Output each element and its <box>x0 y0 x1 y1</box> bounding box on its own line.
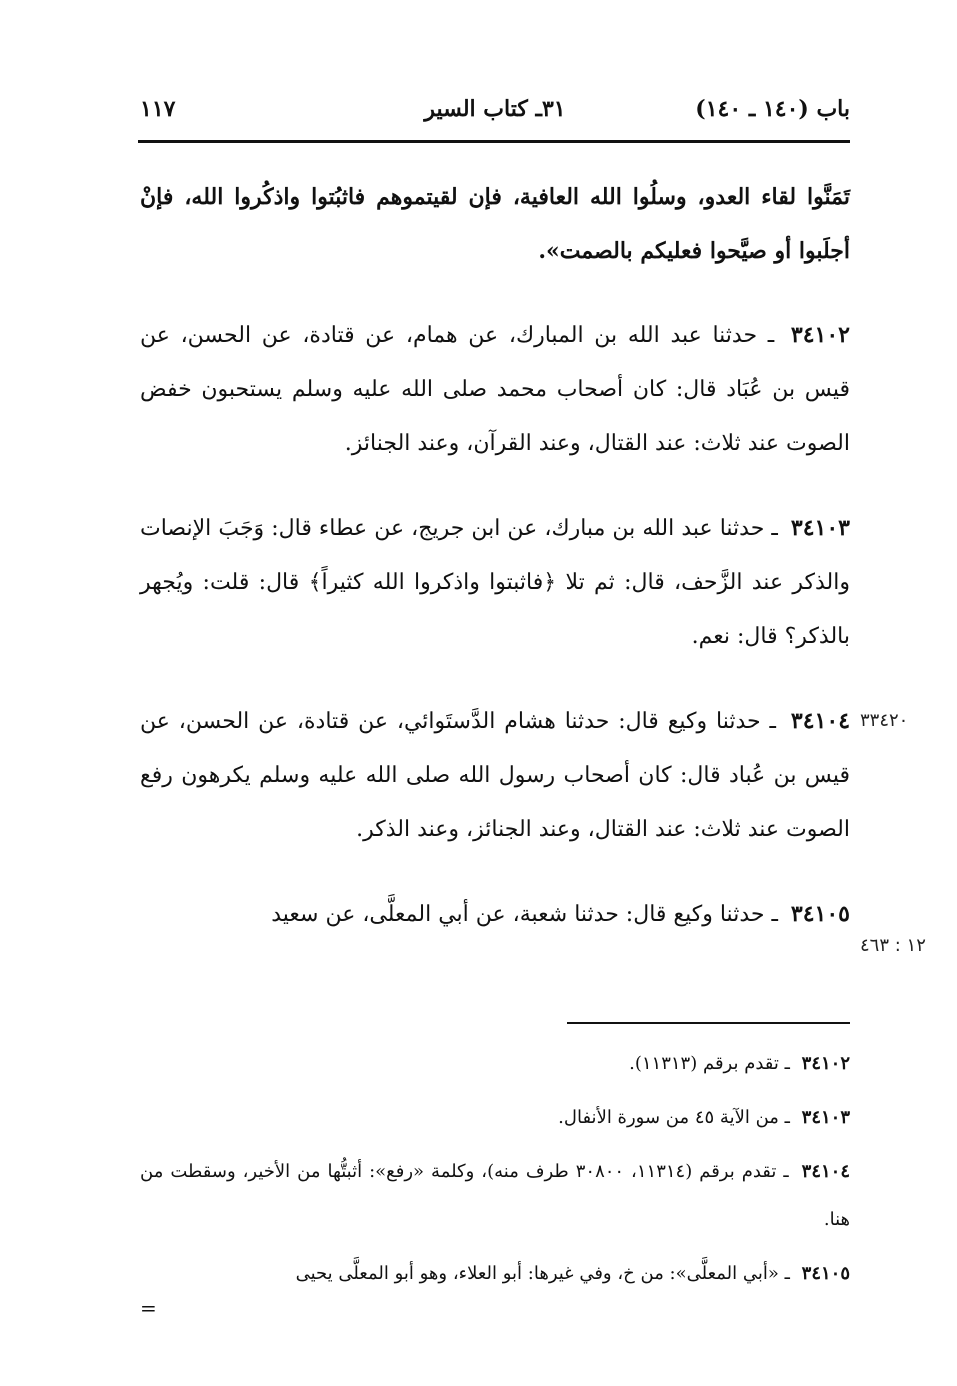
footnote-text: ـ «أبي المعلَّى»: من خ، وفي غيرها: أبو العلاء، وهو أبو المعلَّى يحيى <box>295 1263 790 1284</box>
footnote <box>140 1094 850 1142</box>
paragraph-text: ـ حدثنا عبد الله بن مبارك، عن ابن جريج، عن عطاء قال: وَجَبَ الإنصات والذكر عند الزَّحف، قال: ثم تلا ﴿فاثبتوا واذكروا الله كثيراً﴾ قال: قلت: ويُجهر بالذكر؟ قال: نعم. <box>140 516 850 649</box>
paragraph-text: ـ حدثنا وكيع قال: حدثنا هشام الدَّستَوائي، عن قتادة، عن الحسن، عن قيس بن عُباد قال: كان أصحاب رسول الله صلى الله عليه وسلم يكرهون رفع الصوت عند ثلاث: عند القتال، وعند الجنائز، وعند الذكر. <box>140 709 851 842</box>
footnote-divider <box>567 1022 850 1024</box>
hadith-number: ٣٤١٠٢ <box>790 322 850 348</box>
paragraph-text: تَمَنَّوا لقاء العدو، وسلُوا الله العافية، فإن لقيتموهم فاثبُتوا واذكُروا الله، فإنْ أجلَبوا أو صيَّحوا فعليكم بالصمت». <box>140 184 850 264</box>
page-header <box>140 92 850 136</box>
hadith-number: ٣٤١٠٤ <box>790 708 851 734</box>
footnote-text: ـ تقدم برقم (١١٣١٤، ٣٠٨٠٠ طرف منه)، وكلمة «رفع»: أثبتُّها من الأخير، وسقطت من هنا. <box>140 1161 850 1230</box>
hadith-paragraph <box>140 308 850 471</box>
chapter-heading: باب (١٤٠ ـ ١٤٠) <box>695 96 850 122</box>
footnote-text: ـ تقدم برقم (١١٣١٣). <box>629 1053 790 1074</box>
footnote <box>140 1148 850 1244</box>
hadith-paragraph <box>140 694 850 857</box>
page-number: ١١٧ <box>140 96 176 122</box>
footnote-number: ٣٤١٠٣ <box>801 1107 850 1128</box>
footnote-number: ٣٤١٠٤ <box>801 1161 851 1182</box>
footnote-number: ٣٤١٠٥ <box>801 1263 850 1284</box>
footnote-text: ـ من الآية ٤٥ من سورة الأنفال. <box>558 1107 790 1128</box>
hadith-paragraph <box>140 501 850 664</box>
continuation-mark: = <box>140 1296 157 1320</box>
margin-reference: ١٢ : ٤٦٣ <box>860 935 926 956</box>
footnote-number: ٣٤١٠٢ <box>801 1053 850 1074</box>
header-divider <box>138 140 850 143</box>
hadith-number: ٣٤١٠٣ <box>790 515 850 541</box>
margin-reference: ٣٣٤٢٠ <box>860 710 909 731</box>
hadith-continuation <box>140 170 850 278</box>
hadith-number: ٣٤١٠٥ <box>790 901 850 927</box>
footnote <box>140 1250 850 1298</box>
paragraph-text: ـ حدثنا وكيع قال: حدثنا شعبة، عن أبي المعلَّى، عن سعيد <box>271 902 778 927</box>
hadith-paragraph <box>140 887 850 942</box>
book-title: ٣١ـ كتاب السير <box>424 96 566 122</box>
paragraph-text: ـ حدثنا عبد الله بن المبارك، عن همام، عن قتادة، عن الحسن، عن قيس بن عُبَاد قال: كان أصحاب محمد صلى الله عليه وسلم يستحبون خفض الصوت عند ثلاث: عند القتال، وعند القرآن، وعند الجنائز. <box>140 323 850 456</box>
footnote <box>140 1040 850 1088</box>
main-text <box>140 170 850 972</box>
footnotes <box>140 1040 850 1304</box>
